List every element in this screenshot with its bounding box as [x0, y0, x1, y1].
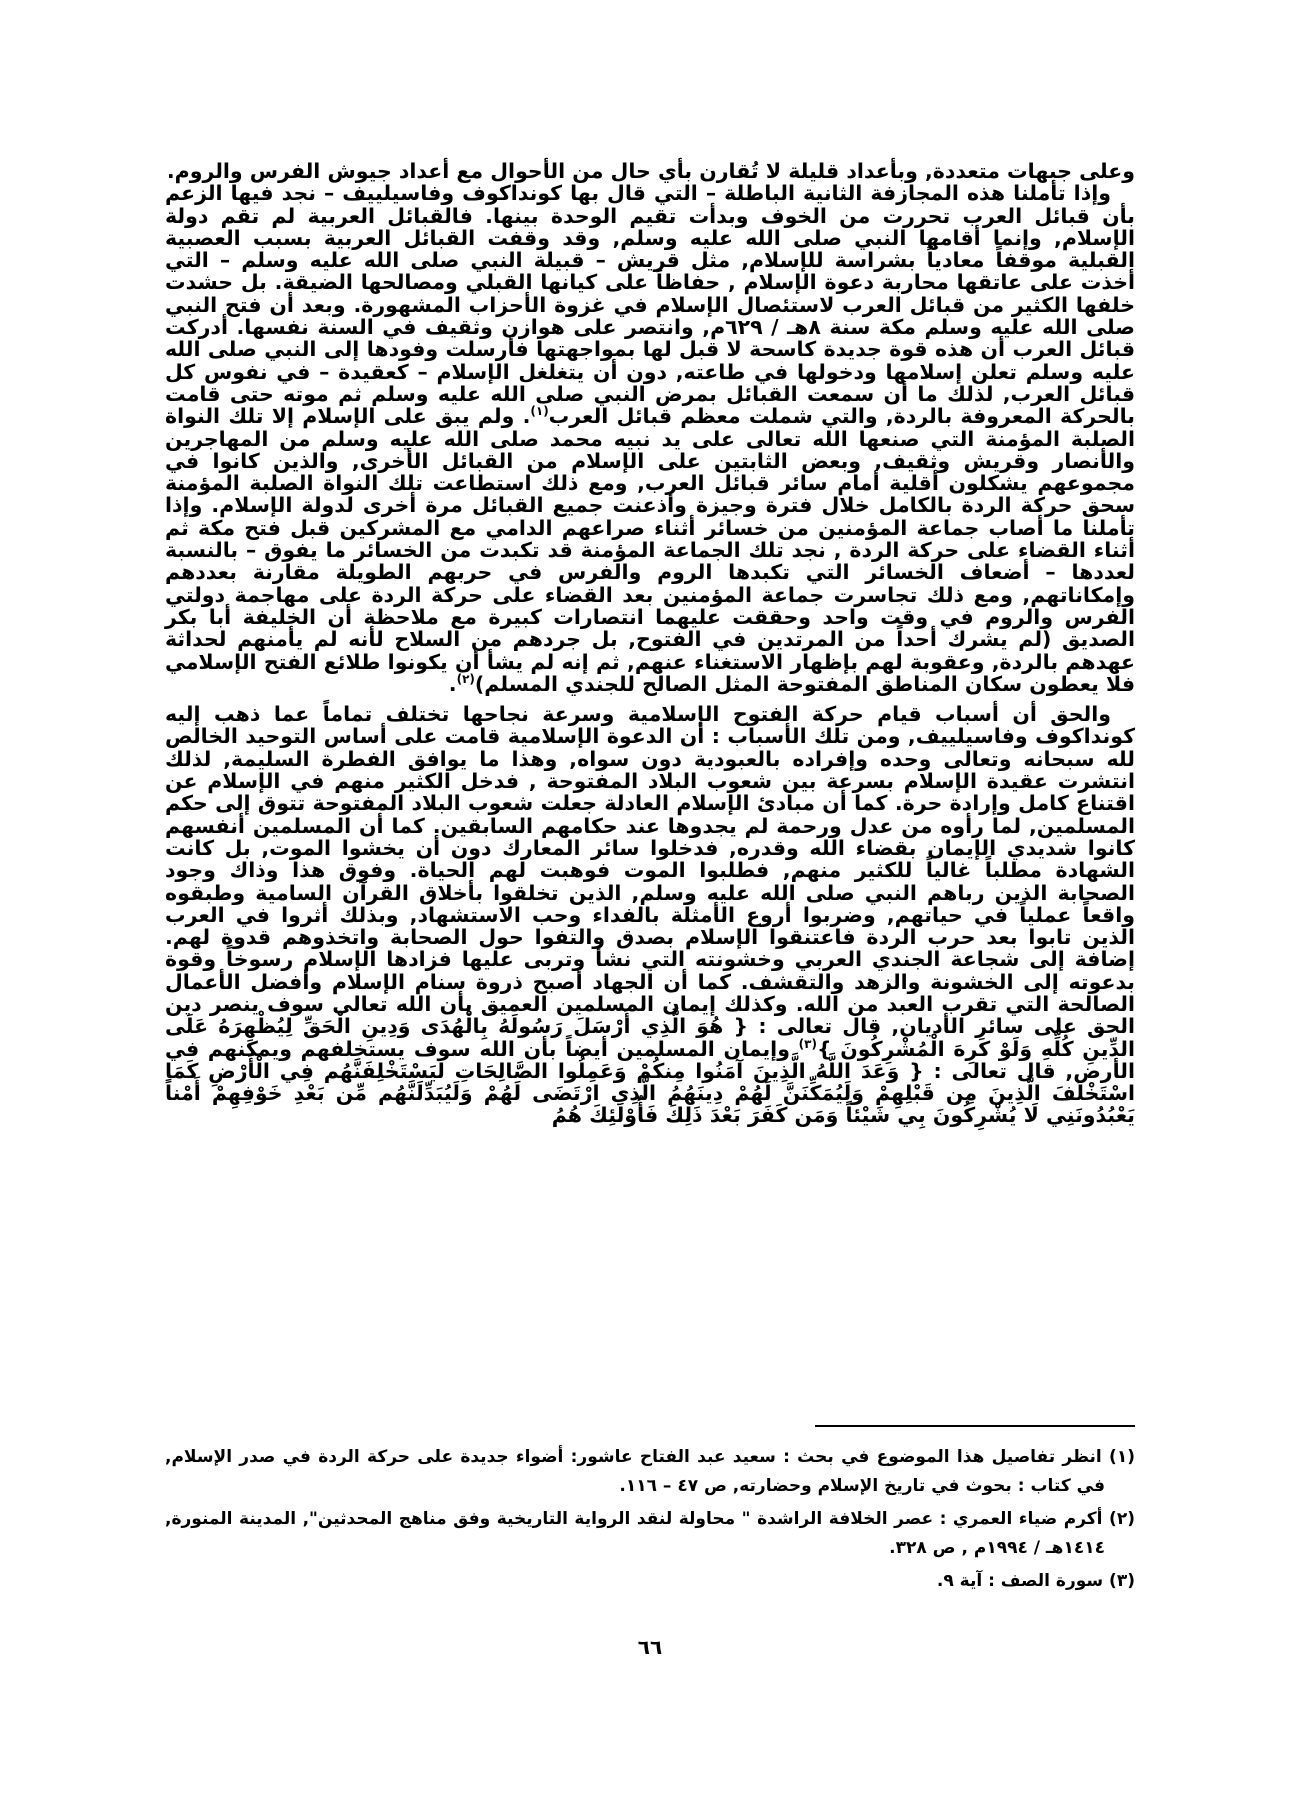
- paragraph-3: [165, 703, 1135, 1127]
- paragraph-text: وإيمان المسلمين أيضاً بأن الله سوف يستخلفهم ويمكنهم في الأرض, قال تعالى : { وَعَدَ اللَّهُ الَّذِينَ آمَنُوا مِنكُمْ وَعَمِلُوا الصَّالِحَاتِ لَيَسْتَخْلِفَنَّهُم فِي الْأَرْضِ كَمَا اسْتَخْلَفَ الَّذِينَ مِن قَبْلِهِمْ وَلَيُمَكِّنَنَّ لَهُمْ دِينَهُمُ الَّذِي ارْتَضَى لَهُمْ وَلَيُبَدِّلَنَّهُم مِّن بَعْدِ خَوْفِهِمْ أَمْناً يَعْبُدُونَنِي لَا يُشْرِكُونَ بِي شَيْئاً وَمَن كَفَرَ بَعْدَ ذَلِكَ فَأُوْلَئِكَ هُمُ: [165, 1036, 1135, 1128]
- footnote-ref-2[interactable]: (٢): [456, 672, 475, 686]
- footnote-text: سورة الصف : آية ٩.: [936, 1571, 1104, 1591]
- footnote-separator: [815, 1425, 1135, 1427]
- body-text: [165, 160, 1135, 1127]
- paragraph-text: وعلى جبهات متعددة, وبأعداد قليلة لا تُقارن بأي حال من الأحوال مع أعداد جيوش الفرس والروم.: [166, 159, 1135, 183]
- footnote-marker: (٣): [1109, 1571, 1135, 1591]
- paragraph-text: وإذا تأملنا هذه المجازفة الثانية الباطلة – التي قال بها كونداكوف وفاسيلييف – نجد فيها الزعم بأن قبائل العرب تحررت من الخوف وبدأت تقيم الوحدة بينها. فالقبائل العربية لم تقم دولة الإسلام, وإنما أقامها النبي صلى الله عليه وسلم, وقد وقفت القبائل العربية بسبب العصبية القبلية موقفاً معادياً بشراسة للإسلام, مثل قريش – قبيلة النبي صلى الله عليه وسلم – التي أخذت على عاتقها محاربة دعوة الإسلام , حفاظاً على كيانها القبلي ومصالحها الضيقة. بل حشدت خلفها الكثير من قبائل العرب لاستئصال الإسلام في غزوة الأحزاب المشهورة. وبعد أن فتح النبي صلى الله عليه وسلم مكة سنة ٨هـ / ٦٢٩م, وانتصر على هوازن وثقيف في السنة نفسها. أدركت قبائل العرب أن هذه قوة جديدة كاسحة لا قبل لها بمواجهتها فأرسلت وفودها إلى النبي صلى الله عليه وسلم تعلن إسلامها ودخولها في طاعته, دون أن يتغلغل الإسلام – كعقيدة – في نفوس كل قبائل العرب, لذلك ما أن سمعت القبائل بمرض النبي صلى الله عليه وسلم ثم موته حتى قامت بالحركة المعروفة بالردة, والتي شملت معظم قبائل العرب: [165, 181, 1135, 429]
- footnote-text: انظر تفاصيل هذا الموضوع في بحث : سعيد عبد الفتاح عاشور: أضواء جديدة على حركة الردة في صدر الإسلام, في كتاب : بحوث في تاريخ الإسلام وحضارته, ص ٤٧ – ١١٦.: [165, 1447, 1105, 1496]
- paragraph-continuation: [165, 160, 1135, 182]
- page-number: ٦٦: [637, 1635, 663, 1659]
- footnote-3: [165, 1567, 1135, 1596]
- footnote-ref-3[interactable]: (٣): [798, 1036, 817, 1051]
- paragraph-2: [165, 182, 1135, 695]
- footnote-marker: (٢): [1109, 1509, 1135, 1529]
- document-page: [165, 159, 1136, 1659]
- footnote-text: أكرم ضياء العمري : عصر الخلافة الراشدة " محاولة لنقد الرواية التاريخية وفق مناهج المحدثين", المدينة المنورة, ١٤١٤هـ / ١٩٩٤م , ص ٣٢٨.: [165, 1509, 1105, 1558]
- paragraph-text: والحق أن أسباب قيام حركة الفتوح الإسلامية وسرعة نجاحها تختلف تماماً عما ذهب إليه كونداكوف وفاسيلييف, ومن تلك الأسباب : أن الدعوة الإسلامية قامت على أساس التوحيد الخالص لله سبحانه وتعالى وحده وإفراده بالعبودية دون سواه, وهذا ما يوافق الفطرة السليمة, لذلك انتشرت عقيدة الإسلام بسرعة بين شعوب البلاد المفتوحة , فدخل الكثير منهم في الإسلام عن اقتناع كامل وإرادة حرة. كما أن مبادئ الإسلام العادلة جعلت شعوب البلاد المفتوحة تتوق إلى حكم المسلمين, لما رأوه من عدل ورحمة لم يجدوها عند حكامهم السابقين. كما أن المسلمين أنفسهم كانوا شديدي الإيمان بقضاء الله وقدره, فدخلوا سائر المعارك دون أن يخشوا الموت, بل كانت الشهادة مطلباً غالياً للكثير منهم, فطلبوا الموت فوهبت لهم الحياة. وفوق هذا وذاك وجود الصحابة الذين رباهم النبي صلى الله عليه وسلم, الذين تخلقوا بأخلاق القرآن السامية وطبقوه واقعاً عملياً في حياتهم, وضربوا أروع الأمثلة بالفداء وحب الاستشهاد, وبذلك أثروا في العرب الذين تابوا بعد حرب الردة فاعتنقوا الإسلام بصدق والتفوا حول الصحابة واتخذوهم قدوة لهم. إضافة إلى شجاعة الجندي العربي وخشونته التي نشأ وتربى عليها فزادها الإسلام رسوخاً وقوة بدعوته إلى الخشونة والزهد والتقشف. كما أن الجهاد أصبح ذروة سنام الإسلام وأفضل الأعمال الصالحة التي تقرب العبد من الله. وكذلك إيمان المسلمين العميق بأن الله تعالى سوف ينصر دين الحق على سائر الأديان, قال تعالى : { هُوَ الَّذِي أَرْسَلَ رَسُولَهُ بِالْهُدَى وَدِينِ الْحَقِّ لِيُظْهِرَهُ عَلَى الدِّينِ كُلِّهِ وَلَوْ كَرِهَ الْمُشْرِكُونَ }: [165, 702, 1136, 1061]
- paragraph-text: .: [448, 671, 457, 696]
- footnote-marker: (١): [1109, 1447, 1135, 1467]
- footnote-2: [165, 1505, 1135, 1563]
- footnotes: [165, 1443, 1135, 1600]
- footnote-ref-1[interactable]: (١): [530, 404, 549, 419]
- footnote-1: [165, 1443, 1135, 1501]
- paragraph-text: . ولم يبق على الإسلام إلا تلك النواة الصلبة المؤمنة التي صنعها الله تعالى على يد نبيه محمد صلى الله عليه وسلم من المهاجرين والأنصار وقريش وثقيف, وبعض الثابتين على الإسلام من القبائل الأخرى, والذين كانوا في مجموعهم يشكلون أقلية أمام سائر قبائل العرب, ومع ذلك استطاعت تلك النواة الصلبة المؤمنة سحق حركة الردة بالكامل خلال فترة وجيزة وأذعنت جميع القبائل مرة أخرى لدولة الإسلام. وإذا تأملنا ما أصاب جماعة المؤمنين من خسائر أثناء صراعهم الدامي مع المشركين قبل فتح مكة ثم أثناء القضاء على حركة الردة , نجد تلك الجماعة المؤمنة قد تكبدت من الخسائر ما يفوق – بالنسبة لعددها – أضعاف الخسائر التي تكبدها الروم والفرس في حربهم الطويلة مقارنة بعددهم وإمكاناتهم, ومع ذلك تجاسرت جماعة المؤمنين بعد القضاء على حركة الردة على مهاجمة دولتي الفرس والروم في وقت واحد وحققت عليهما انتصارات كبيرة مع ملاحظة أن الخليفة أبا بكر الصديق (لم يشرك أحداً من المرتدين في الفتوح, بل جردهم من السلاح لأنه لم يأمنهم لحداثة عهدهم بالردة, وعقوبة لهم بإظهار الاستغناء عنهم, ثم إنه لم يشأ أن يكونوا طلائع الفتح الإسلامي فلا يعطون سكان المناطق المفتوحة المثل الصالح للجندي المسلم): [165, 404, 1135, 696]
